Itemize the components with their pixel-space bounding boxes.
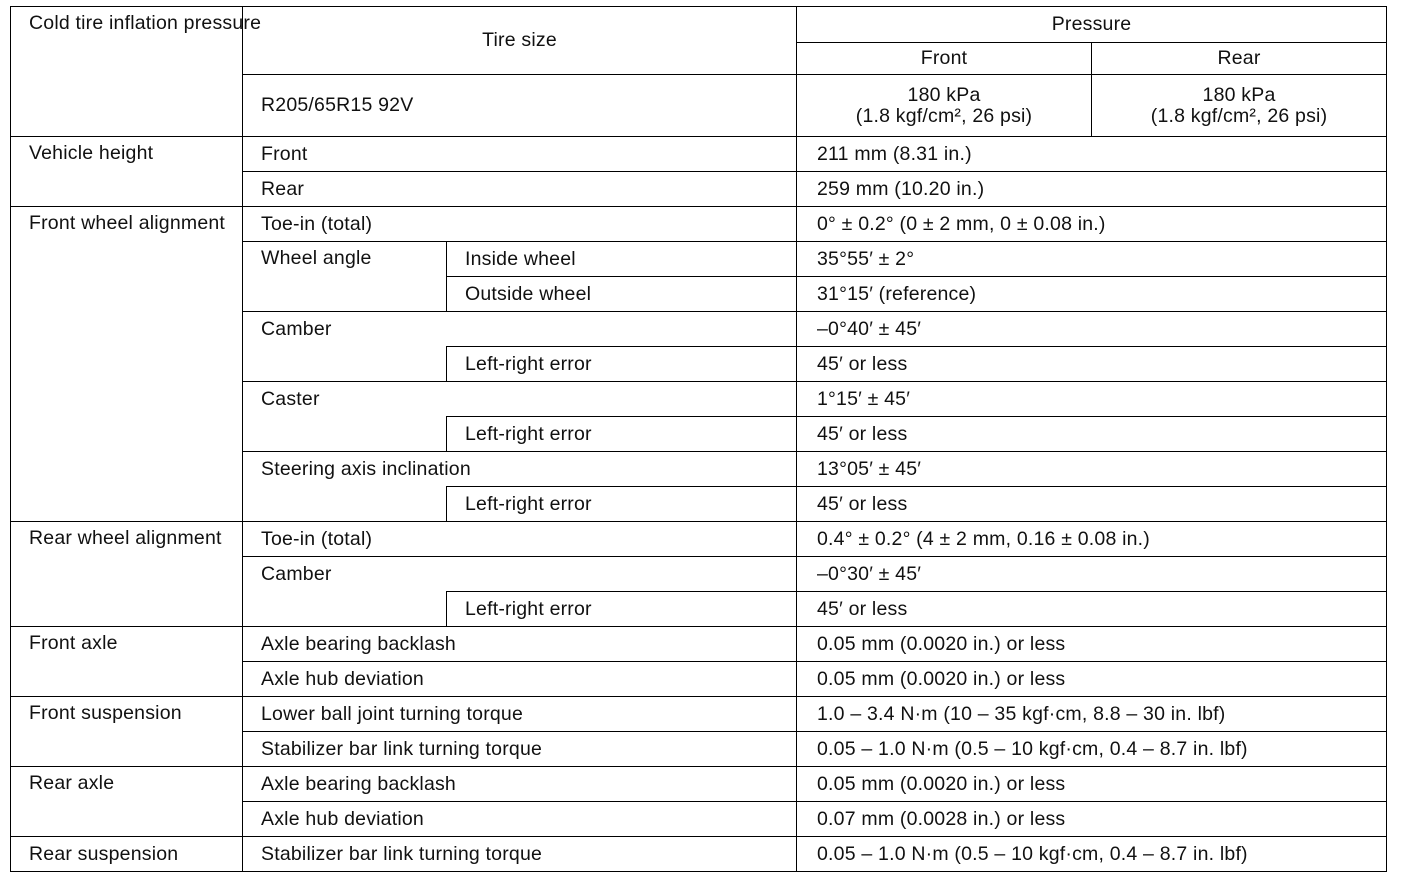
pressure-front-kpa: 180 kPa <box>907 83 981 106</box>
rwa-toe-in-label: Toe-in (total) <box>243 522 797 557</box>
pressure-rear-kpa: 180 kPa <box>1202 83 1276 106</box>
fwa-camber-label: Camber <box>243 312 797 347</box>
rear-wheel-alignment-category: Rear wheel alignment <box>11 522 243 627</box>
front-suspension-stabilizer-label: Stabilizer bar link turning torque <box>243 732 797 767</box>
front-suspension-ball-joint-value: 1.0 – 3.4 N·m (10 – 35 kgf·cm, 8.8 – 30 in. lbf) <box>797 697 1387 732</box>
specification-table <box>10 6 1387 872</box>
rear-axle-deviation-label: Axle hub deviation <box>243 802 797 837</box>
pressure-front-value <box>797 75 1092 137</box>
fwa-sai-label: Steering axis inclination <box>243 452 797 487</box>
fwa-camber-lr-value: 45′ or less <box>797 347 1387 382</box>
pressure-rear-header: Rear <box>1092 43 1387 75</box>
front-suspension-category: Front suspension <box>11 697 243 767</box>
front-axle-category: Front axle <box>11 627 243 697</box>
fwa-caster-spacer <box>243 417 447 452</box>
vehicle-height-rear-label: Rear <box>243 172 797 207</box>
fwa-wheel-angle-label: Wheel angle <box>243 242 447 312</box>
rear-suspension-stabilizer-label: Stabilizer bar link turning torque <box>243 837 797 872</box>
rear-suspension-category: Rear suspension <box>11 837 243 872</box>
fwa-toe-in-label: Toe-in (total) <box>243 207 797 242</box>
fwa-sai-spacer <box>243 487 447 522</box>
front-axle-backlash-label: Axle bearing backlash <box>243 627 797 662</box>
fwa-camber-value: –0°40′ ± 45′ <box>797 312 1387 347</box>
fwa-outside-wheel-label: Outside wheel <box>447 277 797 312</box>
fwa-camber-spacer <box>243 347 447 382</box>
front-axle-deviation-value: 0.05 mm (0.0020 in.) or less <box>797 662 1387 697</box>
vehicle-height-front-value: 211 mm (8.31 in.) <box>797 137 1387 172</box>
fwa-caster-lr-value: 45′ or less <box>797 417 1387 452</box>
fwa-caster-value: 1°15′ ± 45′ <box>797 382 1387 417</box>
front-suspension-ball-joint-label: Lower ball joint turning torque <box>243 697 797 732</box>
rear-axle-backlash-label: Axle bearing backlash <box>243 767 797 802</box>
fwa-inside-wheel-label: Inside wheel <box>447 242 797 277</box>
rwa-camber-lr-value: 45′ or less <box>797 592 1387 627</box>
pressure-front-alt: (1.8 kgf/cm², 26 psi) <box>855 104 1033 127</box>
rear-suspension-stabilizer-value: 0.05 – 1.0 N·m (0.5 – 10 kgf·cm, 0.4 – 8.7 in. lbf) <box>797 837 1387 872</box>
rear-axle-category: Rear axle <box>11 767 243 837</box>
rwa-camber-label: Camber <box>243 557 797 592</box>
pressure-rear-value <box>1092 75 1387 137</box>
fwa-caster-lr-label: Left-right error <box>447 417 797 452</box>
fwa-sai-lr-label: Left-right error <box>447 487 797 522</box>
fwa-sai-value: 13°05′ ± 45′ <box>797 452 1387 487</box>
pressure-front-header: Front <box>797 43 1092 75</box>
fwa-sai-lr-value: 45′ or less <box>797 487 1387 522</box>
pressure-header: Pressure <box>797 7 1387 43</box>
tire-category-cell: Cold tire inflation pressure <box>11 7 243 137</box>
rwa-camber-value: –0°30′ ± 45′ <box>797 557 1387 592</box>
rwa-camber-lr-label: Left-right error <box>447 592 797 627</box>
vehicle-height-category: Vehicle height <box>11 137 243 207</box>
rear-axle-deviation-value: 0.07 mm (0.0028 in.) or less <box>797 802 1387 837</box>
fwa-toe-in-value: 0° ± 0.2° (0 ± 2 mm, 0 ± 0.08 in.) <box>797 207 1387 242</box>
fwa-inside-wheel-value: 35°55′ ± 2° <box>797 242 1387 277</box>
vehicle-height-front-label: Front <box>243 137 797 172</box>
pressure-rear-alt: (1.8 kgf/cm², 26 psi) <box>1150 104 1328 127</box>
front-axle-deviation-label: Axle hub deviation <box>243 662 797 697</box>
front-suspension-stabilizer-value: 0.05 – 1.0 N·m (0.5 – 10 kgf·cm, 0.4 – 8.7 in. lbf) <box>797 732 1387 767</box>
vehicle-height-rear-value: 259 mm (10.20 in.) <box>797 172 1387 207</box>
rwa-toe-in-value: 0.4° ± 0.2° (4 ± 2 mm, 0.16 ± 0.08 in.) <box>797 522 1387 557</box>
rear-axle-backlash-value: 0.05 mm (0.0020 in.) or less <box>797 767 1387 802</box>
front-axle-backlash-value: 0.05 mm (0.0020 in.) or less <box>797 627 1387 662</box>
fwa-camber-lr-label: Left-right error <box>447 347 797 382</box>
fwa-caster-label: Caster <box>243 382 797 417</box>
front-wheel-alignment-category: Front wheel alignment <box>11 207 243 522</box>
fwa-outside-wheel-value: 31°15′ (reference) <box>797 277 1387 312</box>
tire-size-header: Tire size <box>243 7 797 75</box>
tire-size-value: R205/65R15 92V <box>243 75 797 137</box>
rwa-camber-spacer <box>243 592 447 627</box>
